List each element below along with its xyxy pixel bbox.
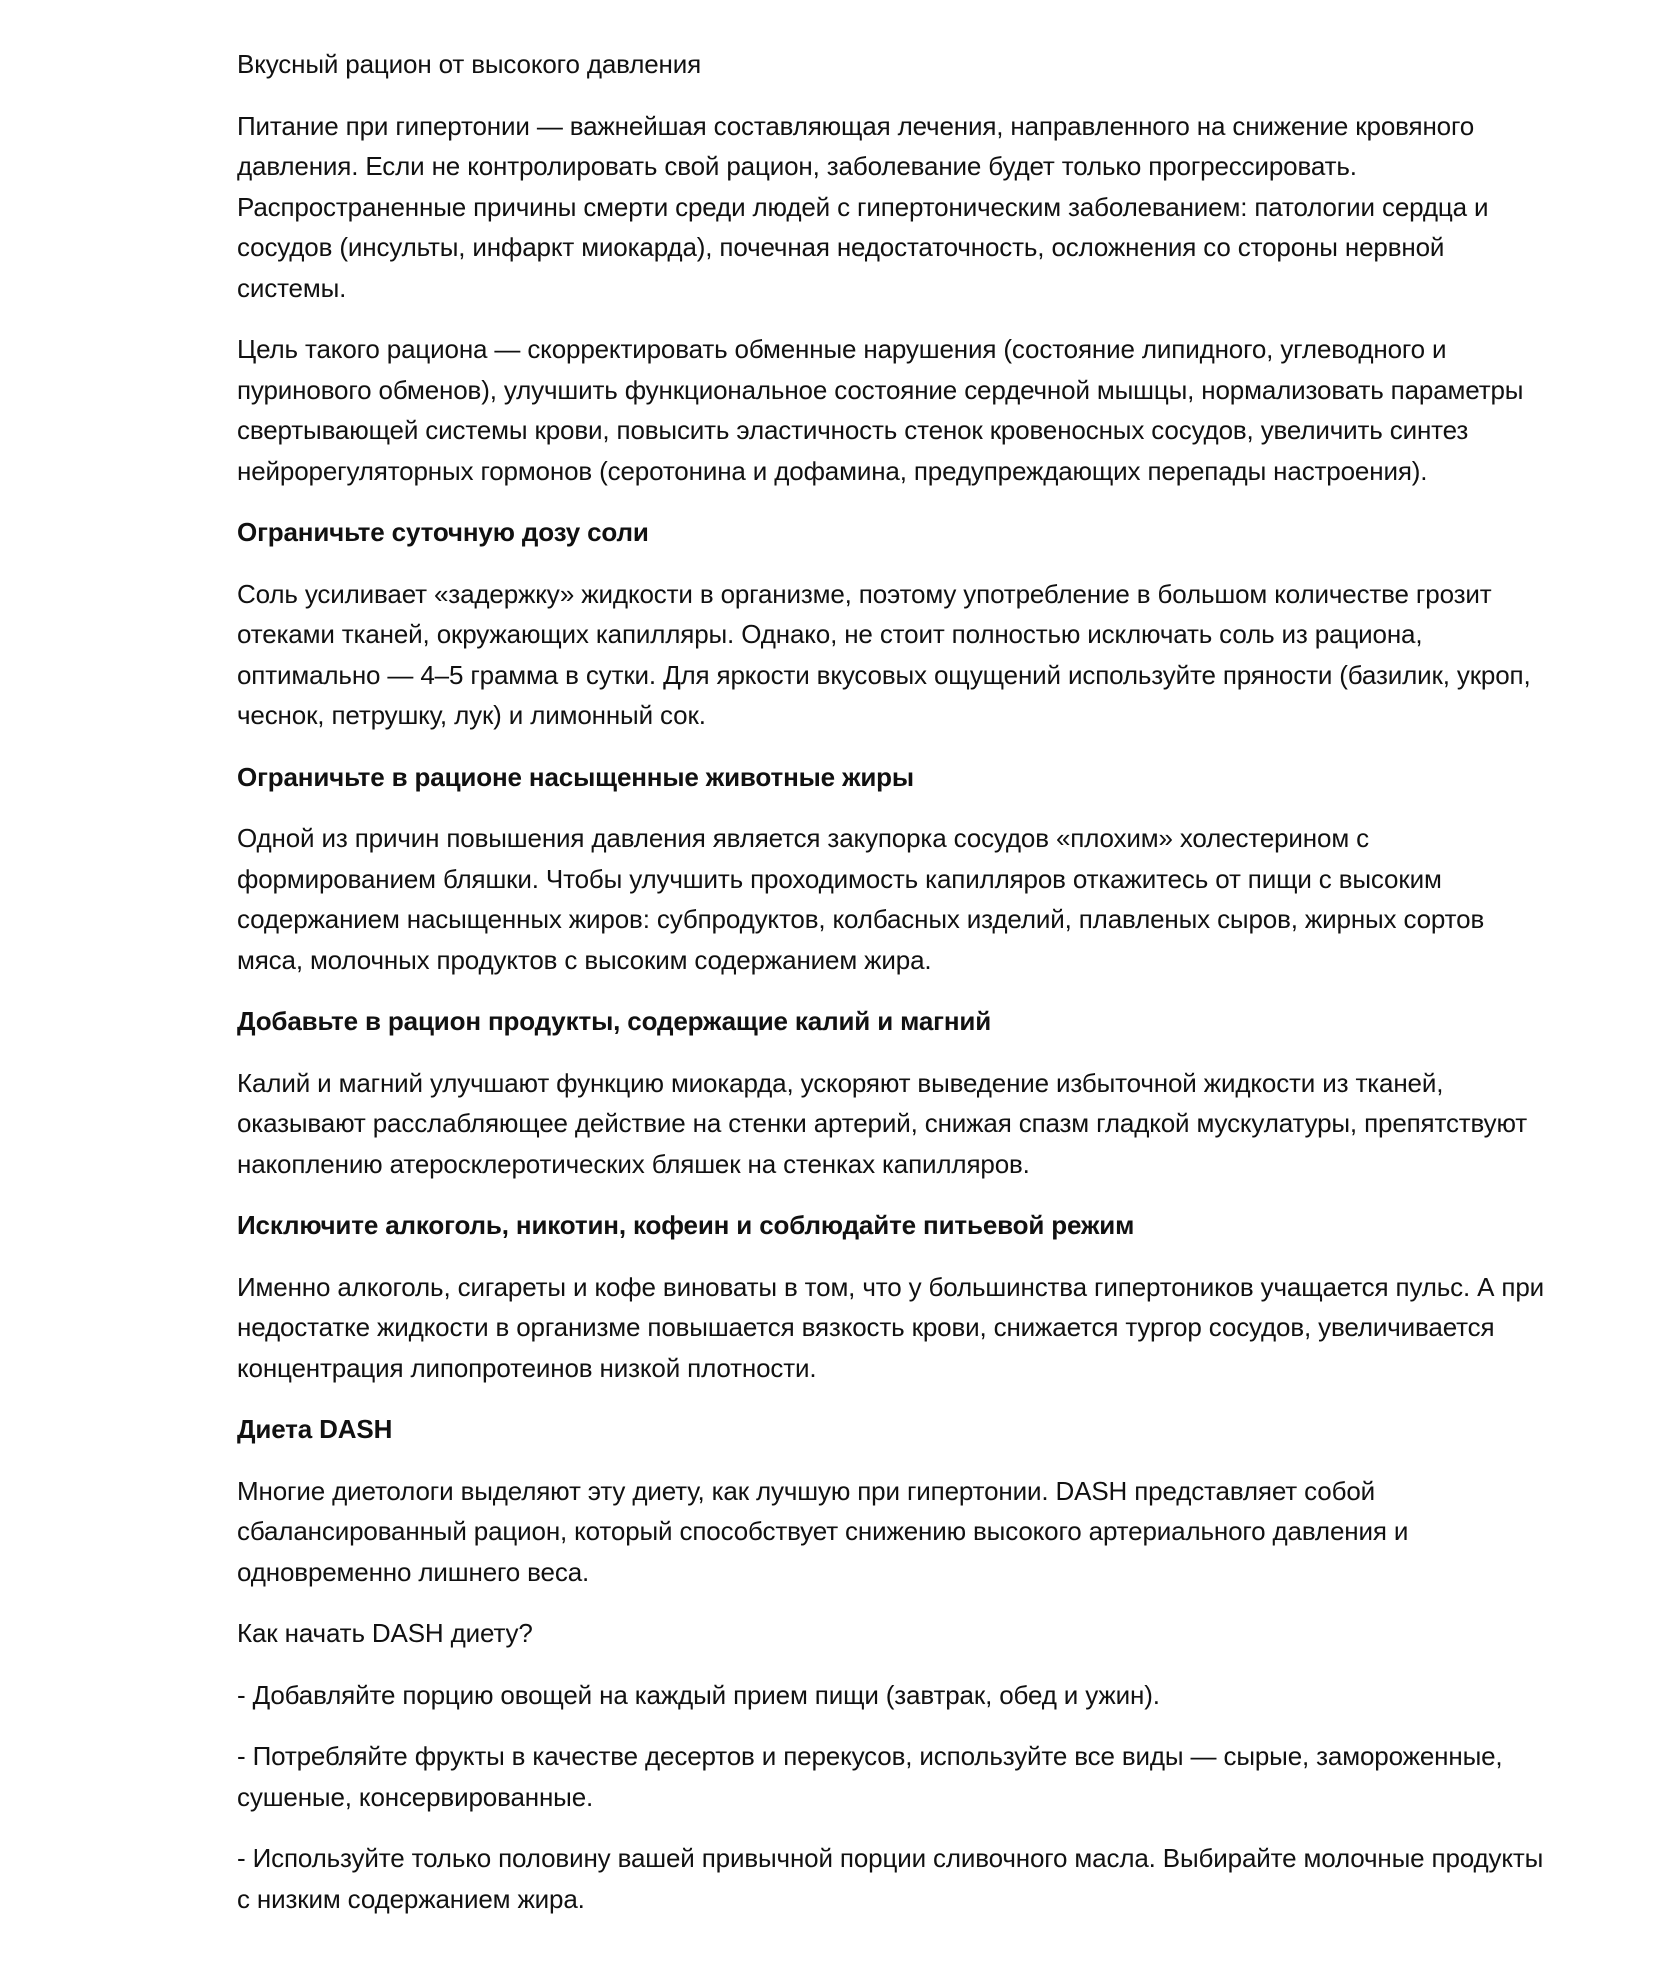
tip-item: - Потребляйте фрукты в качестве десертов и перекусов, используйте все виды — сырые, замороженные, сушеные, консервированные. [237,1741,1503,1812]
section-text-fats: Одной из причин повышения давления является закупорка сосудов «плохим» холестерином с формированием бляшки. Чтобы улучшить проходимость капилляров откажитесь от пищи с высоким содержанием насыщенных жиров: субпродуктов, колбасных изделий, плавленых сыров, жирных сортов мяса, молочных продуктов с высоким содержанием жира. [237,823,1485,975]
document-title: Вкусный рацион от высокого давления [237,49,702,79]
how-to-start-question: Как начать DASH диету? [237,1618,533,1648]
section-text-dash: Многие диетологи выделяют эту диету, как лучшую при гипертонии. DASH представляет собой сбалансированный рацион, который способствует снижению высокого артериального давления и одновременно лишнего веса. [237,1475,1409,1587]
section-text-salt: Соль усиливает «задержку» жидкости в организме, поэтому употребление в большом количестве грозит отеками тканей, окружающих капилляры. Однако, не стоит полностью исключать соль из рациона, оптимально — 4–5 грамма в сутки. Для яркости вкусовых ощущений используйте пряности (базилик, укроп, чеснок, петрушку, лук) и лимонный сок. [237,578,1531,730]
intro-paragraph-1: Питание при гипертонии — важнейшая составляющая лечения, направленного на снижение кровяного давления. Если не контролировать свой рацион, заболевание будет только прогрессировать. Распространенные причины смерти среди людей с гипертоническим заболеванием: патологии сердца и сосудов (инсульты, инфаркт миокарда), почечная недостаточность, осложнения со стороны нервной системы. [237,110,1489,303]
section-heading-fats: Ограничьте в рационе насыщенные животные жиры [237,761,914,792]
section-text-potassium: Калий и магний улучшают функцию миокарда, ускоряют выведение избыточной жидкости из тканей, оказывают расслабляющее действие на стенки артерий, снижая спазм гладкой мускулатуры, препятствуют накоплению атеросклеротических бляшек на стенках капилляров. [237,1067,1528,1179]
section-heading-potassium: Добавьте в рацион продукты, содержащие калий и магний [237,1006,992,1036]
section-heading-alcohol: Исключите алкоголь, никотин, кофеин и соблюдайте питьевой режим [237,1210,1135,1240]
document-page [237,44,1557,1940]
section-text-alcohol: Именно алкоголь, сигареты и кофе виноваты в том, что у большинства гипертоников учащается пульс. А при недостатке жидкости в организме повышается вязкость крови, снижается тургор сосудов, увеличивается концентрация липопротеинов низкой плотности. [237,1271,1545,1383]
section-heading-salt: Ограничьте суточную дозу соли [237,517,649,547]
section-heading-dash: Диета DASH [237,1414,393,1444]
tip-item: - Используйте только половину вашей привычной порции сливочного масла. Выбирайте молочные продукты с низким содержанием жира. [237,1843,1544,1914]
intro-paragraph-2: Цель такого рациона — скорректировать обменные нарушения (состояние липидного, углеводного и пуринового обменов), улучшить функциональное состояние сердечной мышцы, нормализовать параметры свертывающей системы крови, повысить эластичность стенок кровеносных сосудов, увеличить синтез нейрорегуляторных гормонов (серотонина и дофамина, предупреждающих перепады настроения). [237,334,1524,486]
tip-item: - Добавляйте порцию овощей на каждый прием пищи (завтрак, обед и ужин). [237,1679,1160,1710]
